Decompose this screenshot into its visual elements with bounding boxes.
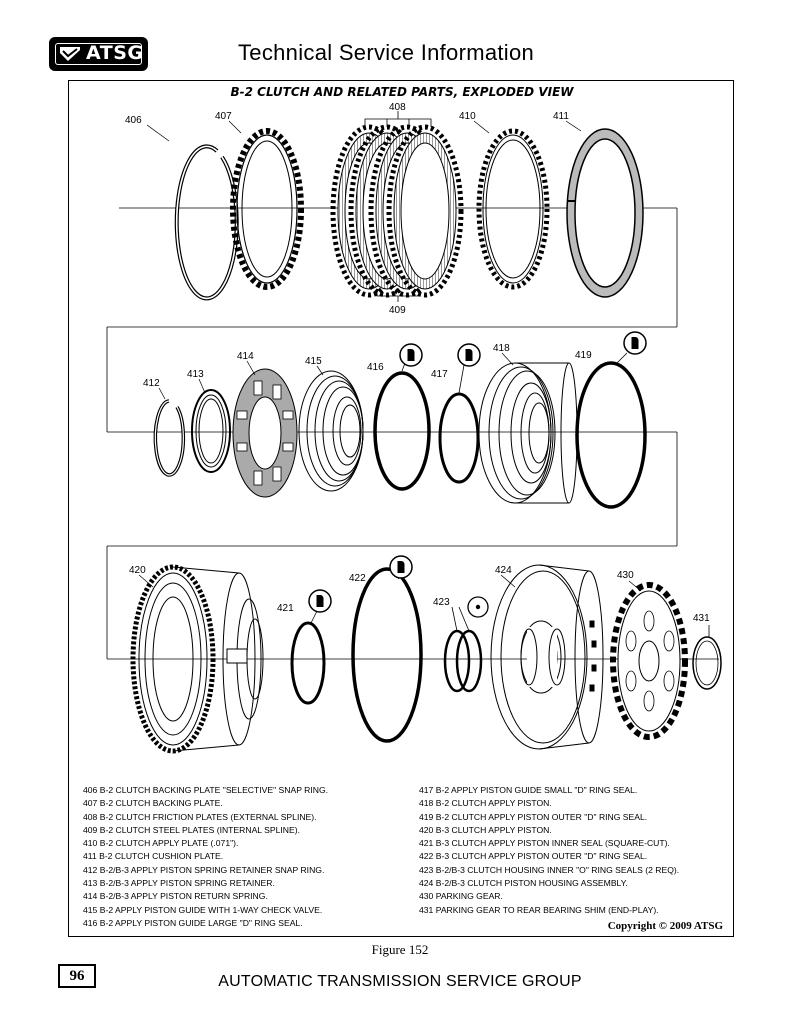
copyright: Copyright © 2009 ATSG [607, 920, 723, 932]
page-title: Technical Service Information [238, 40, 535, 65]
legend-item: 412 B-2/B-3 APPLY PISTON SPRING RETAINER SNAP RING. [83, 864, 325, 875]
legend-item: 422 B-3 CLUTCH APPLY PISTON OUTER "D" RING SEAL. [419, 851, 648, 862]
part-418-apply-piston [479, 363, 577, 503]
callout-413: 413 [187, 369, 204, 380]
callout-416: 416 [367, 362, 384, 373]
callout-418: 418 [493, 343, 510, 354]
legend-item: 408 B-2 CLUTCH FRICTION PLATES (EXTERNAL SPLINE). [83, 811, 317, 822]
d-ring-seal-icon [309, 590, 331, 612]
legend-item: 406 B-2 CLUTCH BACKING PLATE "SELECTIVE" SNAP RING. [83, 785, 329, 795]
legend-item: 409 B-2 CLUTCH STEEL PLATES (INTERNAL SPLINE). [83, 824, 300, 835]
part-406-snap-ring [177, 146, 237, 298]
part-422-outer-d-ring [353, 569, 421, 741]
d-ring-seal-icon [400, 344, 422, 366]
part-430-parking-gear [613, 585, 685, 737]
callout-422: 422 [349, 573, 366, 584]
legend-item: 411 B-2 CLUTCH CUSHION PLATE. [83, 851, 224, 862]
part-414-return-spring [233, 369, 297, 497]
legend-item: 430 PARKING GEAR. [419, 891, 503, 902]
d-ring-seal-icon [390, 556, 412, 578]
part-413-spring-retainer [192, 390, 230, 472]
legend-item: 417 B-2 APPLY PISTON GUIDE SMALL "D" RING SEAL. [419, 785, 638, 795]
callout-415: 415 [305, 356, 322, 367]
callout-420: 420 [129, 565, 146, 576]
part-411-cushion-plate [567, 129, 643, 297]
page-number: 96 [58, 964, 96, 988]
callout-409: 409 [389, 305, 406, 316]
part-421-inner-seal [292, 611, 324, 703]
legend-item: 424 B-2/B-3 CLUTCH PISTON HOUSING ASSEMBLY. [419, 878, 628, 889]
atsg-logo [49, 37, 148, 71]
callout-423: 423 [433, 597, 450, 608]
footer-text: AUTOMATIC TRANSMISSION SERVICE GROUP [218, 973, 582, 990]
legend-item: 423 B-2/B-3 CLUTCH HOUSING INNER "O" RING SEALS (2 REQ). [419, 864, 680, 875]
diagram-frame [68, 80, 734, 937]
legend-item: 431 PARKING GEAR TO REAR BEARING SHIM (END-PLAY). [419, 904, 659, 915]
callout-419: 419 [575, 350, 592, 361]
part-408-409-clutch-pack [333, 111, 461, 302]
d-ring-seal-icon [624, 332, 646, 354]
legend-item: 419 B-2 CLUTCH APPLY PISTON OUTER "D" RING SEAL. [419, 811, 648, 822]
part-415-piston-guide [299, 371, 363, 491]
callout-406: 406 [125, 115, 142, 126]
callout-421: 421 [277, 603, 294, 614]
legend-item: 415 B-2 APPLY PISTON GUIDE WITH 1-WAY CHECK VALVE. [83, 904, 323, 915]
legend-item: 421 B-3 CLUTCH APPLY PISTON INNER SEAL (SQUARE-CUT). [419, 838, 670, 849]
callout-430: 430 [617, 570, 634, 581]
part-424-piston-housing [491, 565, 603, 749]
callout-411: 411 [553, 111, 569, 122]
o-ring-seal-icon [468, 597, 488, 617]
figure-caption: Figure 152 [371, 942, 429, 957]
part-423-o-ring-seals [445, 607, 481, 691]
legend-item: 410 B-2 CLUTCH APPLY PLATE (.071"). [83, 838, 239, 849]
legend-item: 420 B-3 CLUTCH APPLY PISTON. [419, 824, 552, 835]
callout-412: 412 [143, 378, 160, 389]
legend-item: 414 B-2/B-3 APPLY PISTON RETURN SPRING. [83, 891, 268, 902]
callout-417: 417 [431, 369, 448, 380]
callout-407: 407 [215, 111, 232, 122]
part-417-small-d-ring [440, 365, 478, 482]
callout-408: 408 [389, 102, 406, 113]
legend-item: 413 B-2/B-3 APPLY PISTON SPRING RETAINER. [83, 878, 275, 889]
parts-legend-right [419, 784, 679, 917]
part-407-backing-plate [233, 131, 301, 287]
callout-410: 410 [459, 111, 476, 122]
d-ring-seal-icon [458, 344, 480, 366]
check-mark-icon [58, 44, 82, 64]
legend-item: 407 B-2 CLUTCH BACKING PLATE. [83, 798, 223, 809]
callout-414: 414 [237, 351, 254, 362]
callout-431: 431 [693, 613, 710, 624]
logo-text: ATSG [86, 42, 144, 64]
legend-item: 418 B-2 CLUTCH APPLY PISTON. [419, 798, 552, 809]
part-410-apply-plate [479, 131, 547, 287]
legend-item: 416 B-2 APPLY PISTON GUIDE LARGE "D" RING SEAL. [83, 917, 303, 928]
diagram-title: B-2 CLUTCH AND RELATED PARTS, EXPLODED VIEW [230, 85, 574, 99]
part-412-snap-ring [155, 401, 183, 475]
callout-424: 424 [495, 565, 512, 576]
parts-legend-left [83, 784, 328, 930]
part-416-large-d-ring [375, 363, 429, 489]
part-431-shim [693, 625, 721, 689]
part-419-outer-d-ring [577, 353, 645, 507]
